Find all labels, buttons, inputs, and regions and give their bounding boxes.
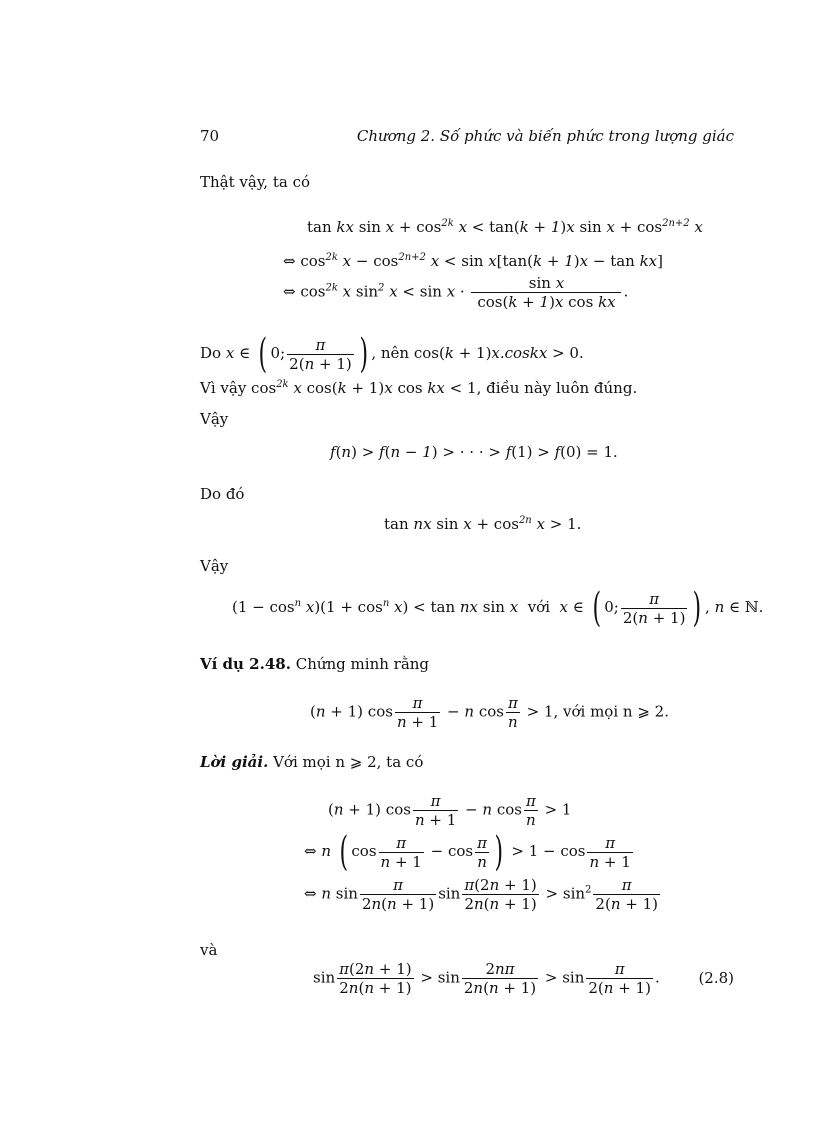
solution-text: Với mọi n ⩾ 2, ta có <box>273 753 424 771</box>
paragraph-vi-vay: Vì vậy $\cos^{2k} x$ cos(k + 1)x cos kx < 1, điều này luôn đúng. <box>200 379 638 397</box>
equation-line: (n + 1) cos $\frac{\pi}{n + 1}$ − n cos $\frac{\pi}{n}$ > 1 <box>328 792 572 829</box>
paragraph-vay-2: Vậy <box>200 557 229 575</box>
paragraph-vay-1: Vậy <box>200 410 229 428</box>
example-condition: , với mọi n ⩾ 2. <box>553 702 669 721</box>
equation-line: tan kx $\sin x + \cos^{2k} x < \tan(k + 1)x$ $\sin x + \cos^{2n+2} x$ <box>307 218 703 236</box>
solution-heading <box>200 752 423 772</box>
equation-line: ⇔ $\cos^{2k} x$ $\sin^2 x < \sin x$ · $\frac{\text{sin x}}{\text{cos(k + 1)x cos kx}}$ . <box>283 274 629 311</box>
equation-tag: (2.8) <box>698 969 734 987</box>
paragraph-that-vay: Thật vậy, ta có <box>200 173 311 191</box>
equation-line: f(n) > f(n − 1) > · · · > f(1) > f(0) = 1. <box>330 443 618 461</box>
equation-line: sin $\frac{\pi(2n + 1)}{2n(n + 1)}$ > sin $\frac{2n\pi}{2n(n + 1)}$ > sin $\frac{\pi}{2(n + 1)}$ . <box>313 960 660 997</box>
equation-line: ⇔ n sin $\frac{\pi}{2n(n + 1)}$ sin $\frac{\pi(2n + 1)}{2n(n + 1)}$ > $\sin^2$ $\frac{\pi}{2(n + 1)}$ <box>304 876 658 913</box>
equation-line: (n + 1) cos $\frac{\pi}{n + 1}$ − n cos $\frac{\pi}{n}$ > 1, với mọi n ⩾ 2. <box>310 694 669 731</box>
equation-line: $(1 - \cos^n x)(1 + \cos^n x) < \tan$ nx sin x với x ∈ ( 0; $\frac{\pi}{2(n + 1)}$ ) , n ∈ ℕ. <box>232 585 764 631</box>
paragraph-va: và <box>200 941 218 959</box>
example-text: Chứng minh rằng <box>295 655 430 673</box>
equation-line: tan nx $\sin x + \cos^{2n} x > 1$. <box>384 515 582 533</box>
example-label: Ví dụ 2.48. <box>200 655 291 673</box>
page-number: 70 <box>200 127 220 145</box>
equation-line: ⇔ n ( cos $\frac{\pi}{n + 1}$ − cos $\frac{\pi}{n}$ ) > 1 − cos $\frac{\pi}{n + 1}$ <box>304 829 631 875</box>
vi-vay-suffix: , điều này luôn đúng. <box>476 379 638 397</box>
solution-label: Lời giải. <box>200 753 269 771</box>
running-header: Chương 2. Số phức và biến phức trong lượng giác <box>356 127 734 145</box>
paragraph-do-do: Do đó <box>200 485 245 503</box>
paragraph-do-x: Do x ∈ ( 0; $\frac{\pi}{2(n + 1)}$ ) , nên cos(k + 1)x.coskx > 0. <box>200 331 584 377</box>
example-2-48 <box>200 654 429 674</box>
equation-line: ⇔ $\cos^{2k} x - \cos^{2n+2} x < \sin x[\tan(k + 1)x - \tan kx]$ <box>283 252 664 270</box>
